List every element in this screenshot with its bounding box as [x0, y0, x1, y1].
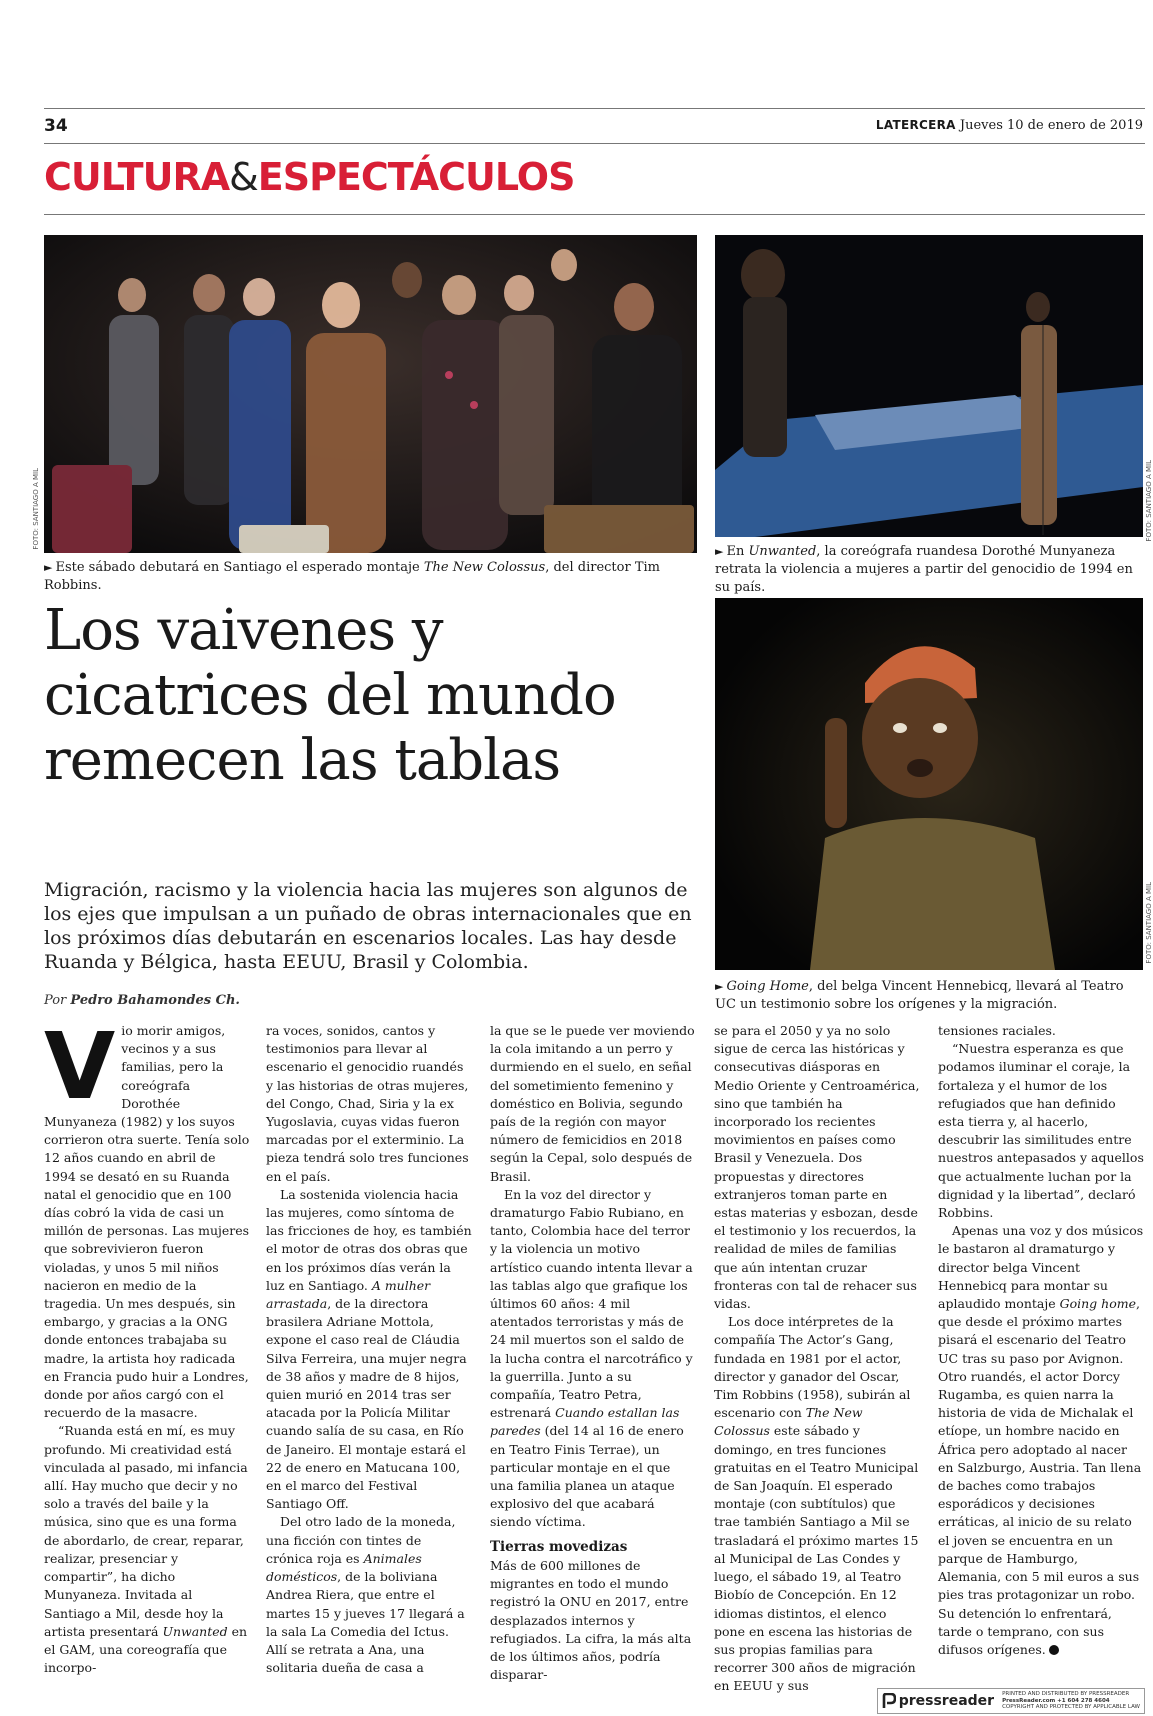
paragraph: ra voces, sonidos, cantos y testimonios para llevar al escenario el genocidio ruandés y las historias de otras mujeres, del Congo, Chad, Siria y la ex Yugoslavia, cuyas vidas fueron marcadas por el exterminio. La pieza tendrá solo tres funciones en el país.	[266, 1023, 469, 1184]
issue-date: Jueves 10 de enero de 2019	[959, 118, 1143, 133]
drop-cap: V	[44, 1013, 116, 1120]
paragraph: la que se le puede ver moviendo la cola imitando a un perro y durmiendo en el suelo, en señal del sometimiento femenino y doméstico en Bolivia, segundo país de la región con mayor número de femicidios en 2018 según la Cepal, solo después de Brasil.	[490, 1023, 695, 1184]
work-title: The New Colossus	[714, 1405, 863, 1439]
paragraph-text: La sostenida violencia hacia las mujeres, como síntoma de las fricciones de hoy, es también el motor de otras dos obras que en los próximos días verán la luz en Santiago.	[266, 1186, 472, 1293]
article-byline	[44, 993, 240, 1008]
work-title: Cuando estallan las paredes	[490, 1405, 680, 1439]
caption-title: The New Colossus	[423, 560, 546, 575]
caption-triangle-icon: ►	[44, 561, 53, 574]
article-headline: Los vaivenes y cicatrices del mundo remecen las tablas	[44, 598, 616, 793]
paragraph	[266, 1513, 472, 1677]
paragraph-text-end: (del 14 al 16 de enero en Teatro Finis Terrae), un particular montaje en el que una familia planea un ataque explosivo del que acabará siendo víctima.	[490, 1423, 684, 1530]
pressreader-badge[interactable]	[877, 1688, 1145, 1714]
paragraph-text: Los doce intérpretes de la compañía The Actor’s Gang, fundada en 1981 por el actor, director y ganador del Oscar, Tim Robbins (1958), subirán al escenario con	[714, 1314, 911, 1421]
section-title-right: ESPECTÁCULOS	[257, 155, 575, 199]
pressreader-brand: pressreader	[898, 1693, 995, 1709]
byline-prefix: Por	[44, 993, 67, 1008]
article-deck: Migración, racismo y la violencia hacia las mujeres son algunos de los ejes que impulsan a un puñado de obras internacionales que en los próximos días debutarán en escenarios locales. Las hay desde Ruanda y Bélgica, hasta EEUU, Brasil y Colombia.	[44, 879, 692, 973]
paragraph: se para el 2050 y ya no solo sigue de cerca las históricas y consecutivas diásporas en Medio Oriente y Centroamérica, sino que también ha incorporado los recientes movimientos en países como Brasil y Venezuela. Dos propuestas y directores extranjeros toman parte en estas materias y esbozan, desde el testimonio y los recuerdos, la realidad de miles de familias que aún intentan cruzar fronteras con tal de rehacer sus vidas.	[714, 1023, 920, 1312]
photo-credit-main: FOTO: SANTIAGO A MIL	[32, 468, 40, 550]
work-title: Going home	[1059, 1296, 1136, 1312]
article-column-4	[714, 1022, 920, 1696]
going-home-photo-caption	[715, 978, 1145, 1014]
paper-name: LATERCERA	[875, 118, 956, 132]
main-photo-caption	[44, 559, 704, 595]
page-number: 34	[44, 116, 68, 136]
paragraph-text: Del otro lado de la moneda, una ficción con tintes de crónica roja es	[266, 1514, 456, 1566]
caption-title: Unwanted	[748, 544, 817, 559]
paragraph-text-end: este sábado y domingo, en tres funciones gratuitas en el Teatro Municipal de San Joaquín. El esperado montaje (con subtítulos) que trae también Santiago a Mil se trasladará el próximo martes 15 al Municipal de Las Condes y luego, el sábado 19, al Teatro Biobío de Concepción. En 12 idiomas distintos, el elenco pone en escena las historias de sus propias familias para recorrer 300 años de migración en EEUU y sus	[714, 1423, 919, 1694]
caption-text: En	[726, 544, 749, 559]
paragraph-text: En la voz del director y dramaturgo Fabio Rubiano, en tanto, Colombia hace del terror y la violencia un motivo artístico cuando intenta llevar a las tablas algo que grafique los últimos 60 años: 4 mil atentados terroristas y más de 24 mil muertos son el saldo de la lucha contra el narcotráfico y la guerrilla. Junto a su compañía, Teatro Petra, estrenará	[490, 1186, 693, 1421]
top-rule	[44, 108, 1145, 109]
paragraph-text-end: en el GAM, una coreografía que incorpo-	[44, 1623, 248, 1676]
caption-text: Este sábado debutará en Santiago el esperado montaje	[55, 560, 424, 575]
paragraph	[490, 1186, 696, 1532]
photo-credit-going-home: FOTO: SANTIAGO A MIL	[1145, 882, 1153, 964]
paragraph	[714, 1313, 920, 1695]
article-column-1	[44, 1013, 250, 1677]
header-rule	[44, 143, 1145, 144]
pressreader-line-2: PressReader.com +1 604 278 4604	[1002, 1697, 1110, 1704]
paragraph	[44, 1422, 250, 1677]
caption-text-end: , la coreógrafa ruandesa Dorothé Munyaneza retrata la violencia a mujeres a partir del genocidio de 1994 en su país.	[715, 544, 1133, 595]
paragraph-text: Apenas una voz y dos músicos le bastaron al dramaturgo y director belga Vincent Hennebicq para montar su aplaudido montaje	[938, 1223, 1144, 1312]
article-column-2	[266, 1022, 472, 1677]
work-title: Animales domésticos	[266, 1550, 422, 1585]
caption-triangle-icon: ►	[715, 545, 724, 558]
section-title	[44, 155, 575, 199]
photo-credit-unwanted: FOTO: SANTIAGO A MIL	[1145, 460, 1153, 542]
work-title: A mulher arrastada	[266, 1277, 431, 1312]
article-column-5	[938, 1022, 1144, 1659]
article-column-3	[490, 1022, 696, 1684]
paragraph: io morir amigos, vecinos y a sus familias, pero la coreógrafa Dorothée Munyaneza (1982) y los suyos corrieron otra suerte. Tenía solo 12 años cuando en abril de 1994 se desató en su Ruanda natal el genocidio que en 100 días cobró la vida de casi un millón de personas. Las mujeres que sobrevivieron fueron violadas, y unos 5 mil niños nacieron en medio de la tragedia. Un mes después, sin embargo, y gracias a la ONG donde entonces trabajaba su madre, la artista hoy radicada en Francia pudo huir a Londres, donde por años cargó con el recuerdo de la masacre.	[44, 1023, 250, 1421]
paragraph: tensiones raciales.	[938, 1023, 1056, 1038]
pressreader-line-3: COPYRIGHT AND PROTECTED BY APPLICABLE LAW	[1002, 1704, 1140, 1711]
paragraph	[266, 1186, 472, 1514]
paragraph-text-end: , de la boliviana Andrea Riera, que entre el martes 15 y jueves 17 llegará a la sala La Comedia del Ictus. Allí se retrata a Ana, una solitaria dueña de casa a	[266, 1569, 465, 1676]
photo-unwanted	[715, 235, 1143, 537]
subheading: Tierras movedizas	[490, 1538, 628, 1555]
paragraph-text: “Ruanda está en mí, es muy profundo. Mi creatividad está vinculada al pasado, mi infancia allí. Hay mucho que decir y no solo a través del baile y la música, sino que es una forma de abordarlo, de crear, reparar, realizar, presenciar y compartir”, ha dicho Munyaneza. Invitada al Santiago a Mil, desde hoy la artista presentará	[44, 1423, 248, 1639]
section-rule	[44, 214, 1145, 215]
section-title-amp: &	[229, 155, 258, 199]
pressreader-logo-icon	[882, 1693, 896, 1709]
section-title-left: CULTURA	[44, 155, 230, 199]
pressreader-line-1: PRINTED AND DISTRIBUTED BY PRESSREADER	[1002, 1691, 1130, 1698]
caption-title: Going Home	[726, 979, 809, 994]
caption-triangle-icon: ►	[715, 980, 724, 993]
caption-text-end: , del belga Vincent Hennebicq, llevará al Teatro UC un testimonio sobre los orígenes y la migración.	[715, 979, 1124, 1012]
pressreader-info	[1002, 1691, 1140, 1711]
work-title: Unwanted	[162, 1623, 228, 1639]
main-photo-new-colossus	[44, 235, 697, 553]
paragraph: Más de 600 millones de migrantes en todo el mundo registró la ONU en 2017, entre desplazados internos y refugiados. La cifra, la más alta de los últimos años, podría disparar-	[490, 1557, 692, 1683]
paragraph-text-end: , que desde el próximo martes pisará el escenario del Teatro UC tras su paso por Avignon. Otro ruandés, el actor Dorcy Rugamba, es quien narra la historia de vida de Michalak el etíope, un hombre nacido en África pero adoptado al nacer en Salzburgo, Austria. Tan llena de baches como trabajos esporádicos y decisiones erráticas, al inicio de su relato el joven se encuentra en un parque de Hamburgo, Alemania, con 5 mil euros a sus pies tras protagonizar un robo. Su detención lo enfrentará, tarde o temprano, con sus difusos orígenes.	[938, 1296, 1142, 1657]
byline-author: Pedro Bahamondes Ch.	[70, 993, 240, 1008]
photo-going-home	[715, 598, 1143, 970]
unwanted-photo-caption	[715, 543, 1145, 597]
caption-text-end: , del director Tim Robbins.	[44, 560, 660, 593]
paragraph	[938, 1222, 1144, 1659]
end-dot-icon	[1049, 1645, 1059, 1655]
paragraph-text-end: , de la directora brasilera Adriane Mottola, expone el caso real de Cláudia Silva Ferreira, una mujer negra de 38 años y madre de 8 hijos, quien murió en 2014 tras ser atacada por la Policía Militar cuando salía de su casa, en Río de Janeiro. El montaje estará el 22 de enero en Matucana 100, en el marco del Festival Santiago Off.	[266, 1296, 467, 1512]
masthead	[876, 118, 1143, 133]
paragraph: “Nuestra esperanza es que podamos iluminar el coraje, la fortaleza y el humor de los refugiados que han definido esta tierra y, al hacerlo, descubrir las similitudes entre nuestros antepasados y aquellos que actualmente luchan por la dignidad y la libertad”, declaró Robbins.	[938, 1041, 1144, 1221]
